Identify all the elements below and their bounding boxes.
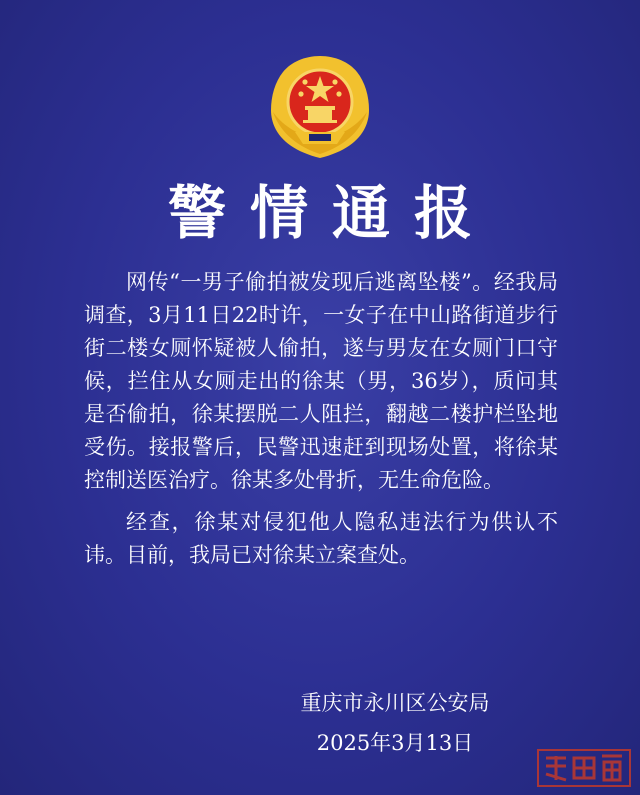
notice-paragraph-2: 经查，徐某对侵犯他人隐私违法行为供认不讳。目前，我局已对徐某立案查处。 (84, 510, 558, 567)
police-emblem-icon (265, 52, 375, 162)
notice-title: 警情通报 (167, 179, 496, 247)
seal-watermark-icon (536, 748, 632, 788)
issue-date: 2025年3月13日 (316, 731, 474, 755)
issuer-name: 重庆市永川区公安局 (300, 691, 490, 715)
notice-body (84, 266, 558, 572)
notice-paragraph-1: 网传“一男子偷拍被发现后逃离坠楼”。经我局调查，3月11日22时许，一女子在中山路街道步行街二楼女厕怀疑被人偷拍，遂与男友在女厕门口守候，拦住从女厕走出的徐某（男，36岁），质问其是否偷拍，徐某摆脱二人阻拦，翻越二楼护栏坠地受伤。接报警后，民警迅速赶到现场处置，将徐某控制送医治疗。徐某多处骨折，无生命危险。 (84, 270, 558, 492)
